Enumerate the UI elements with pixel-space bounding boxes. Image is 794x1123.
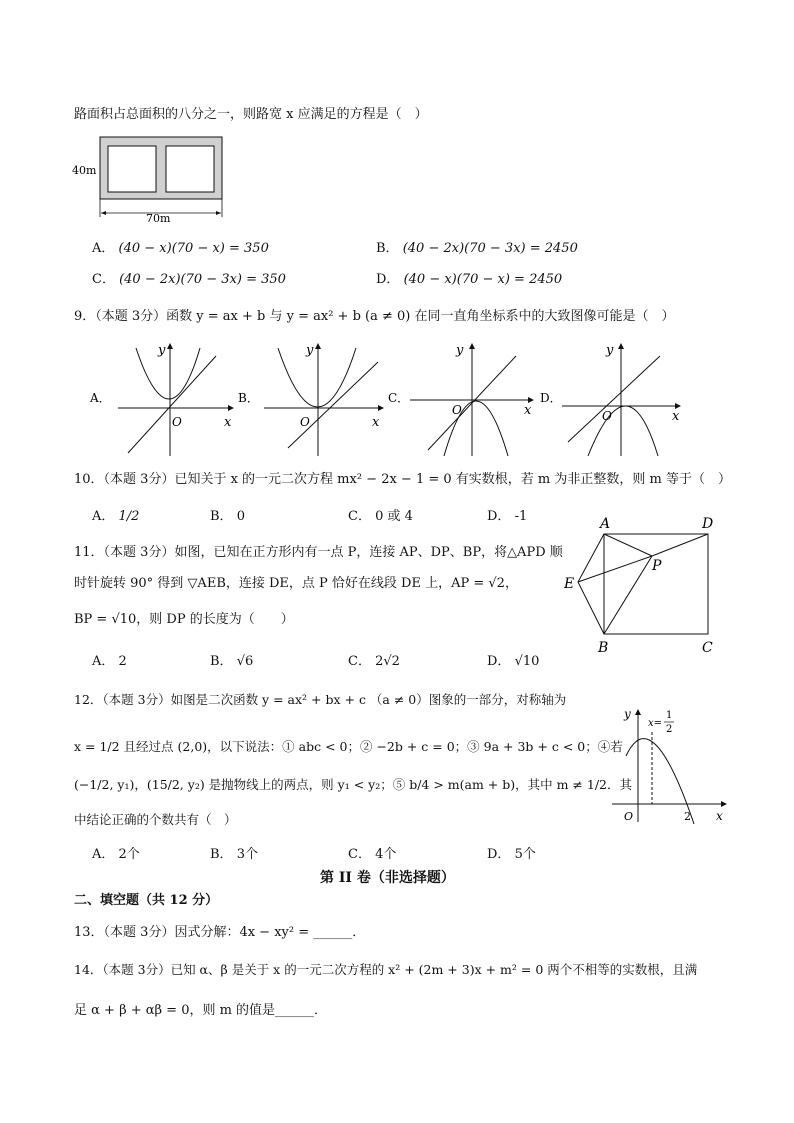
q14-line2: 足 α + β + αβ = 0，则 m 的值是______． <box>74 1003 328 1018</box>
q9-graph-d <box>540 343 680 456</box>
q11-label-e: E <box>564 576 575 592</box>
q9-graphs <box>88 338 708 460</box>
q11-option-c[interactable]: C． 2√2 <box>348 654 400 669</box>
q12-fig-o: O <box>624 810 634 823</box>
q14-line1: 14．（本题 3分）已知 α、β 是关于 x 的一元二次方程的 x² + (2m + 3)x + m² = 0 两个不相等的实数根，且满 <box>74 962 698 977</box>
q8-option-b[interactable]: B． (40 − 2x)(70 − 3x) = 2450 <box>376 241 578 256</box>
q10-option-a[interactable]: A． 1/2 <box>92 509 140 524</box>
q12-option-c[interactable]: C． 4个 <box>348 847 397 862</box>
q11-label-d: D <box>702 516 714 532</box>
q11-line3: BP = √10，则 DP 的长度为（ ） <box>74 612 294 627</box>
q9-graph-a-x: x <box>224 415 232 430</box>
q11-label-b: B <box>598 640 609 656</box>
q10-option-c[interactable]: C． 0 或 4 <box>348 509 413 524</box>
q12-line2: x = 1/2 且经过点 (2,0)，以下说法：① abc < 0；② −2b + c = 0；③ 9a + 3b + c < 0；④若 <box>74 739 623 754</box>
q12-fig-axis-num: 1 <box>666 710 673 721</box>
q9-graph-b-y: y <box>306 343 314 358</box>
q9-stem: 9．（本题 3分）函数 y = ax + b 与 y = ax² + b (a ≠ 0) 在同一直角坐标系中的大致图像可能是（ ） <box>74 309 675 324</box>
q9-graph-c <box>388 343 533 456</box>
q9-graph-b-letter: B． <box>238 391 259 405</box>
q9-graph-c-letter: C． <box>388 391 410 405</box>
q12-line3: (−1/2, y₁)，(15/2, y₂) 是抛物线上的两点，则 y₁ < y₂；⑤ b/4 > m(am + b)，其中 m ≠ 1/2．其 <box>74 777 632 792</box>
q9-graph-d-o: O <box>602 409 612 423</box>
q11-option-d[interactable]: D． √10 <box>487 654 540 669</box>
q12-option-b[interactable]: B． 3个 <box>210 847 258 862</box>
q9-graph-c-x: x <box>524 403 532 418</box>
q8-option-a[interactable]: A． (40 − x)(70 − x) = 350 <box>92 241 269 256</box>
q8-stem-tail: 路面积占总面积的八分之一，则路宽 x 应满足的方程是（ ） <box>74 107 428 122</box>
q11-label-p: P <box>652 558 662 574</box>
q12-fig-axis-label: x= <box>648 718 663 729</box>
q9-graph-b-o: O <box>300 415 310 429</box>
q9-graph-d-x: x <box>672 409 680 424</box>
q12-option-a[interactable]: A． 2个 <box>92 847 140 862</box>
q8-option-d[interactable]: D． (40 − x)(70 − x) = 2450 <box>376 272 563 287</box>
q11-label-c: C <box>702 640 713 656</box>
q12-option-d[interactable]: D． 5个 <box>487 847 536 862</box>
q9-graph-a <box>89 343 233 456</box>
q11-option-b[interactable]: B． √6 <box>210 654 254 669</box>
q9-graph-b-x: x <box>372 415 380 430</box>
q12-line1: 12．（本题 3分）如图是二次函数 y = ax² + bx + c （a ≠ 0）图象的一部分，对称轴为 <box>74 692 567 707</box>
q11-option-a[interactable]: A． 2 <box>92 654 127 669</box>
q9-graph-a-y: y <box>158 343 166 358</box>
q10-option-b[interactable]: B． 0 <box>210 509 245 524</box>
q12-fig-y: y <box>624 707 631 721</box>
q10-stem: 10．（本题 3分）已知关于 x 的一元二次方程 mx² − 2x − 1 = 0 有实数根，若 m 为非正整数，则 m 等于（ ） <box>74 472 731 487</box>
q12-fig-axis-den: 2 <box>666 724 673 735</box>
q12-line4: 中结论正确的个数共有（ ） <box>74 812 237 827</box>
q12-fig-root: 2 <box>684 810 691 823</box>
q12-parabola-figure <box>608 704 732 828</box>
q8-width-label: 70m <box>146 212 171 224</box>
part2-title: 第 II 卷（非选择题） <box>320 870 455 886</box>
section2-title: 二、填空题（共 12 分） <box>74 893 219 908</box>
q11-line2: 时针旋转 90° 得到 ▽AEB，连接 DE，点 P 恰好在线段 DE 上，AP = √2， <box>74 576 518 591</box>
q11-square-figure <box>556 514 726 658</box>
q12-fig-x: x <box>716 809 723 823</box>
q9-graph-d-y: y <box>606 343 614 358</box>
q13-stem: 13．（本题 3分）因式分解：4x − xy² = ______． <box>74 925 366 940</box>
q10-option-d[interactable]: D． -1 <box>487 509 528 524</box>
q9-graph-c-o: O <box>452 403 462 417</box>
q9-graph-c-y: y <box>456 343 464 358</box>
q8-height-label: 40m <box>72 164 97 177</box>
q9-graph-b <box>238 343 383 456</box>
q8-option-c[interactable]: C． (40 − 2x)(70 − 3x) = 350 <box>92 272 286 287</box>
q8-rect-figure <box>70 132 230 224</box>
q11-label-a: A <box>600 516 611 532</box>
q9-graph-a-letter: A． <box>90 391 111 405</box>
q11-line1: 11．（本题 3分）如图，已知在正方形内有一点 P，连接 AP、DP、BP，将△APD 顺 <box>74 545 563 560</box>
q9-graph-a-o: O <box>172 415 182 429</box>
q9-graph-d-letter: D． <box>540 391 562 405</box>
